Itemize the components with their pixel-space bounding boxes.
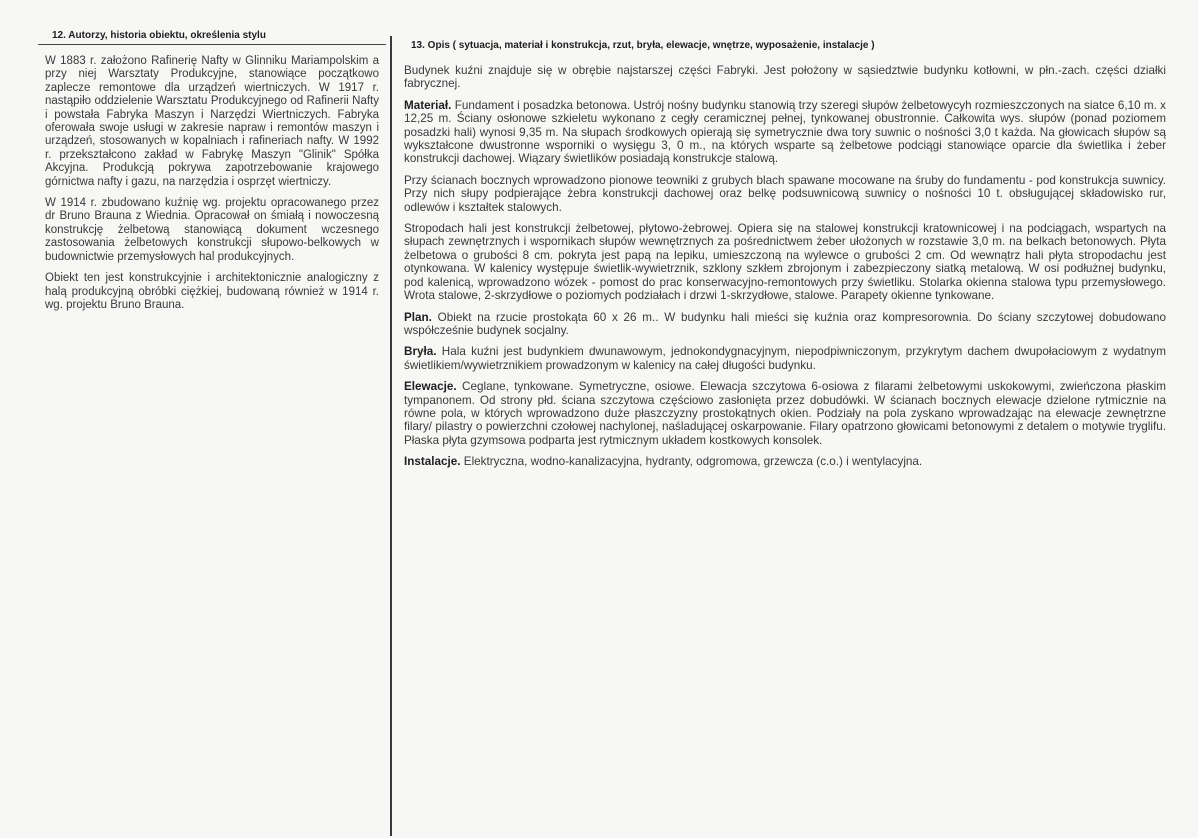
plan-text: Obiekt na rzucie prostokąta 60 x 26 m.. W budynku hali mieści się kuźnia oraz kompresorownia. Do ściany szczytowej dobudowano współcześnie budynek socjalny. [404, 310, 1166, 337]
instalacje-text: Elektryczna, wodno-kanalizacyjna, hydranty, odgromowa, grzewcza (c.o.) i wentylacyjna. [460, 455, 923, 469]
plan-label: Plan. [404, 310, 432, 324]
description-column [404, 64, 1166, 477]
history-paragraph: W 1883 r. założono Rafinerię Nafty w Glinniku Mariampolskim a przy niej Warsztaty Produkcyjne, stanowiące początkowo zaplecze remontowe dla urządzeń wiertniczych. W 1917 r. nastąpiło oddzielenie Warsztatu Produkcyjnego od Rafinerii Nafty i powstała Fabryka Maszyn i Narzędzi Wiertniczych. Fabryka oferowała swoje usługi w zakresie napraw i remontów maszyn i urządzeń, stosowanych w kopalniach i rafineriach nafty. W 1992 r. przekształcono zakład w Fabrykę Maszyn "Glinik" Spółka Akcyjna. Produkcją pokrywa zapotrzebowanie krajowego górnictwa nafty i gazu, na narzędzia i osprzęt wiertniczy. [45, 55, 379, 188]
material-paragraph [404, 99, 1166, 166]
bryla-paragraph [404, 345, 1166, 372]
plan-paragraph [404, 311, 1166, 338]
location-paragraph: Budynek kuźni znajduje się w obrębie najstarszej części Fabryki. Jest położony w sąsiedztwie budynku kotłowni, w płn.-zach. części działki fabrycznej. [404, 64, 1166, 91]
section-12-heading: 12. Autorzy, historia obiektu, określenia stylu [52, 30, 266, 41]
section-13-heading: 13. Opis ( sytuacja, materiał i konstrukcja, rzut, bryła, elewacje, wnętrze, wyposażenie, instalacje ) [411, 40, 875, 51]
walls-paragraph: Przy ścianach bocznych wprowadzono pionowe teowniki z grubych blach spawane mocowane na śruby do fundamentu - pod konstrukcja suwnicy. Przy nich słupy podpierające żebra konstrukcji dachowej oraz belkę podsuwnicową suwnicy o nośności 10 t. obsługującej składowisko rur, odlewów i kształtek stalowych. [404, 173, 1166, 214]
bryla-label: Bryła. [404, 345, 437, 359]
column-divider [390, 36, 392, 836]
instalacje-paragraph [404, 455, 1166, 468]
ceilings-paragraph: Stropodach hali jest konstrukcji żelbetowej, płytowo-żebrowej. Opiera się na stalowej konstrukcji kratownicowej i na podciągach, wspartych na słupach zewnętrznych i wspornikach słupów wewnętrznych za pośrednictwem żeber ułożonych w rozstawie 3,0 m. na belkach betonowych. Płyta żelbetowa o grubości 8 cm. pokryta jest papą na lepiku, umieszczoną na wylewce o grubości 2 cm. Od wewnątrz hali płyta stropodachu jest otynkowana. W kalenicy występuje świetlik-wywietrznik, szklony szkłem zbrojonym i zabezpieczony siatką metalową. W osi podłużnej budynku, pod kalenicą, wprowadzono wózek - pomost do prac konserwacyjno-remontowych przy świetliku. Stolarka okienna stalowa typu przemysłowego. Wrota stalowe, 2-skrzydłowe o poziomych podziałach i drzwi 1-skrzydłowe, stalowe. Parapety okienne tynkowane. [404, 222, 1166, 303]
material-label: Materiał. [404, 98, 452, 112]
history-paragraph: Obiekt ten jest konstrukcyjnie i architektonicznie analogiczny z halą produkcyjną obróbki ciężkiej, budowaną również w 1914 r. wg. projektu Bruno Brauna. [45, 272, 379, 311]
material-text: Fundament i posadzka betonowa. Ustrój nośny budynku stanowią trzy szeregi słupów żelbetowycyh rozmieszczonych na siatce 6,10 m. x 12,25 m. Ściany osłonowe szkieletu wykonano z cegły ceramicznej pełnej, tynkowanej obustronnie. Całkowita wys. słupów (ponad poziomem posadzki hali) wynosi 9,35 m. Na słupach środkowych opierają się symetrycznie dwa tory suwnic o nośności 3,0 t każda. Na głowicach słupów są wykształcone dwustronne wsporniki o wysięgu 3, 0 m., na których wsparte są żelbetowe podciągi stanowiące oparcie dla świetlika i żeber konstrukcji dachowej. Wiązary świetlików posiadają konstrukcje stalową. [404, 98, 1166, 166]
elewacje-paragraph [404, 380, 1166, 447]
history-paragraph: W 1914 r. zbudowano kuźnię wg. projektu opracowanego przez dr Bruno Brauna z Wiednia. Opracował on śmiałą i nowoczesną konstrukcję żelbetową stanowiącą dokument wczesnego zastosowania żelbetowych konstrukcji słupowo-belkowych w budownictwie przemysłowych hal produkcyjnych. [45, 197, 379, 263]
elewacje-label: Elewacje. [404, 380, 457, 394]
heading-underline [38, 44, 386, 45]
bryla-text: Hala kuźni jest budynkiem dwunawowym, jednokondygnacyjnym, niepodpiwniczonym, przykrytym dachem dwupołaciowym z wydatnym świetlikiem/wywietrznikiem prowadzonym w kalenicy na całej długości budynku. [404, 345, 1166, 372]
history-column [45, 55, 379, 320]
elewacje-text: Ceglane, tynkowane. Symetryczne, osiowe. Elewacja szczytowa 6-osiowa z filarami żelbetowymi uskokowymi, zwieńczona płaskim tympanonem. Od strony płd. ściana szczytowa częściowo zasłonięta przez dobudówki. W ścianach bocznych elewacje dzielone rytmicznie na równe pola, w których wprowadzono duże płaszczyzny prostokątnych okien. Podziały na pola zyskano wprowadzając na elewacje zewnętrzne filary/ pilastry o powierzchni czołowej nachylonej, naśladującej oskarpowanie. Filary opatrzono głowicami betonowymi z detalem o motywie tryglifu. Płaska płyta gzymsowa podparta jest rytmicznym układem kostkowych konsolek. [404, 380, 1166, 447]
instalacje-label: Instalacje. [404, 455, 461, 469]
